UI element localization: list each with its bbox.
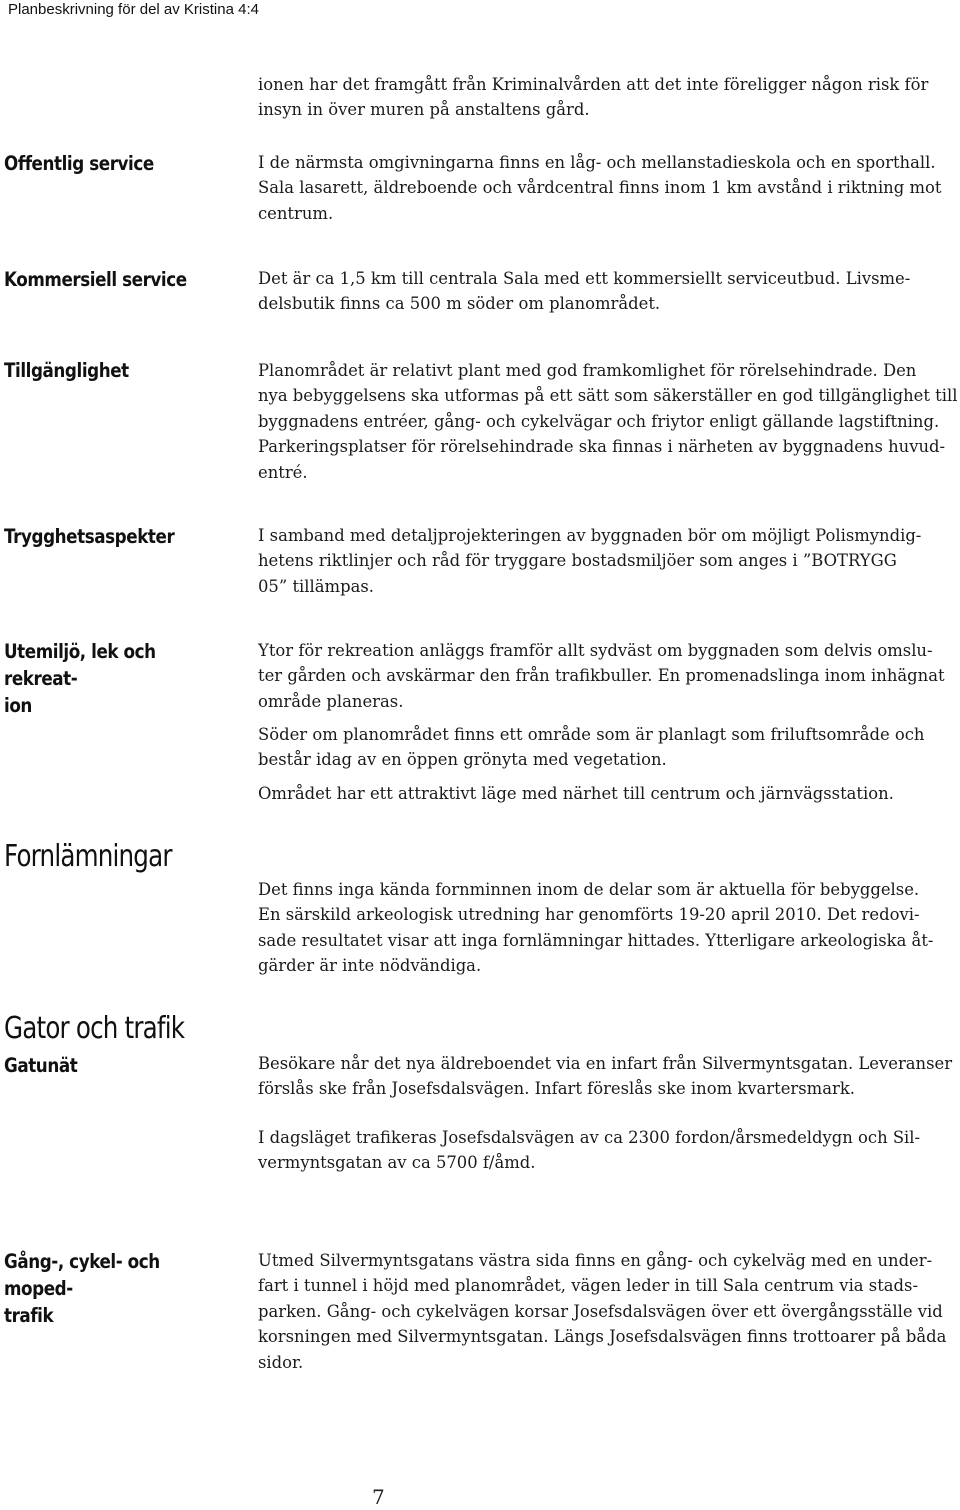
text-line: parken. Gång- och cykelvägen korsar Josefsdalsvägen över ett övergångsställe vid	[258, 1301, 943, 1321]
text-line: centrum.	[258, 203, 334, 223]
text-line: I de närmsta omgivningarna finns en låg- och mellanstadieskola och en sporthall.	[258, 153, 936, 172]
text-line: insyn in över muren på anstaltens gård.	[258, 100, 590, 120]
text-line: gärder är inte nödvändiga.	[258, 956, 482, 976]
text-line: förslås ske från Josefsdalsvägen. Infart föreslås ske inom kvartersmark.	[258, 1079, 855, 1099]
heading-line: trafik	[4, 1304, 54, 1327]
heading-line: Gång-, cykel- och moped-	[4, 1250, 160, 1300]
offentlig-paragraph	[258, 150, 958, 226]
heading-kommersiell-service: Kommersiell service	[4, 268, 187, 291]
text-line: Besökare når det nya äldreboendet via en infart från Silvermyntsgatan. Leveranser	[258, 1054, 953, 1073]
text-line: korsningen med Silvermyntsgatan. Längs Josefsdalsvägen finns trottoarer på båda	[258, 1327, 947, 1347]
text-line: byggnadens entréer, gång- och cykelvägar och friytor enligt gällande lagstiftning.	[258, 411, 940, 431]
text-line: består idag av en öppen grönyta med vegetation.	[258, 750, 667, 770]
text-line: Sala lasarett, äldreboende och vårdcentral finns inom 1 km avstånd i riktning mot	[258, 178, 942, 198]
gatunat-paragraph-1	[258, 1051, 958, 1102]
heading-offentlig-service: Offentlig service	[4, 152, 154, 175]
text-line: nya bebyggelsens ska utformas på ett sätt som säkerställer en god tillgänglighet till	[258, 386, 958, 406]
text-line: Planområdet är relativt plant med god framkomlighet för rörelsehindrade. Den	[258, 361, 917, 380]
text-line: område planeras.	[258, 691, 404, 711]
text-line: Söder om planområdet finns ett område som är planlagt som friluftsområde och	[258, 725, 925, 744]
text-line: En särskild arkeologisk utredning har genomförts 19-20 april 2010. Det redovi-	[258, 905, 920, 925]
trygghet-paragraph	[258, 523, 958, 599]
heading-gator-och-trafik: Gator och trafik	[4, 1011, 185, 1046]
text-line: sade resultatet visar att inga fornlämningar hittades. Ytterligare arkeologiska åt-	[258, 930, 934, 950]
text-line: sidor.	[258, 1352, 304, 1372]
text-line: vermyntsgatan av ca 5700 f/åmd.	[258, 1153, 536, 1173]
text-line: ionen har det framgått från Kriminalvården att det inte föreligger någon risk för	[258, 75, 929, 94]
text-line: delsbutik finns ca 500 m söder om planområdet.	[258, 294, 661, 314]
text-line: entré.	[258, 462, 308, 482]
text-line: I dagsläget trafikeras Josefsdalsvägen av ca 2300 fordon/årsmedeldygn och Sil-	[258, 1128, 921, 1147]
kommersiell-paragraph	[258, 266, 958, 317]
heading-trygghetsaspekter: Trygghetsaspekter	[4, 525, 175, 548]
utemiljo-paragraph-3	[258, 781, 958, 806]
text-line: fart i tunnel i höjd med planområdet, vägen leder in till Sala centrum via stads-	[258, 1276, 919, 1296]
text-line: I samband med detaljprojekteringen av byggnaden bör om möjligt Polismyndig-	[258, 526, 922, 545]
text-line: Ytor för rekreation anläggs framför allt sydväst om byggnaden som delvis omslu-	[258, 641, 933, 660]
tillganglighet-paragraph	[258, 358, 958, 485]
page-number: 7	[372, 1485, 385, 1509]
text-line: ter gården och avskärmar den från trafikbuller. En promenadslinga inom inhägnat	[258, 666, 945, 686]
utemiljo-paragraph-2	[258, 722, 958, 773]
utemiljo-paragraph-1	[258, 638, 958, 714]
heading-fornlamningar: Fornlämningar	[4, 839, 172, 874]
text-line: Det är ca 1,5 km till centrala Sala med ett kommersiellt serviceutbud. Livsme-	[258, 269, 911, 288]
intro-paragraph	[258, 72, 958, 123]
text-line: Utmed Silvermyntsgatans västra sida finns en gång- och cykelväg med en under-	[258, 1251, 933, 1270]
gatunat-paragraph-2	[258, 1125, 958, 1176]
text-line: Området har ett attraktivt läge med närhet till centrum och järnvägsstation.	[258, 784, 894, 803]
text-line: hetens riktlinjer och råd för tryggare bostadsmiljöer som anges i ”BOTRYGG	[258, 551, 897, 571]
heading-gang-cykel-moped	[4, 1248, 219, 1329]
heading-utemiljo	[4, 638, 219, 719]
gang-paragraph	[258, 1248, 958, 1375]
text-line: Det finns inga kända fornminnen inom de delar som är aktuella för bebyggelse.	[258, 880, 920, 899]
document-header: Planbeskrivning för del av Kristina 4:4	[8, 1, 259, 18]
fornlamningar-paragraph	[258, 877, 958, 979]
heading-gatunat: Gatunät	[4, 1054, 78, 1077]
text-line: Parkeringsplatser för rörelsehindrade ska finnas i närheten av byggnadens huvud-	[258, 437, 946, 457]
heading-line: ion	[4, 694, 32, 717]
heading-line: Utemiljö, lek och rekreat-	[4, 640, 156, 690]
text-line: 05” tillämpas.	[258, 576, 374, 596]
heading-tillganglighet: Tillgänglighet	[4, 359, 129, 382]
